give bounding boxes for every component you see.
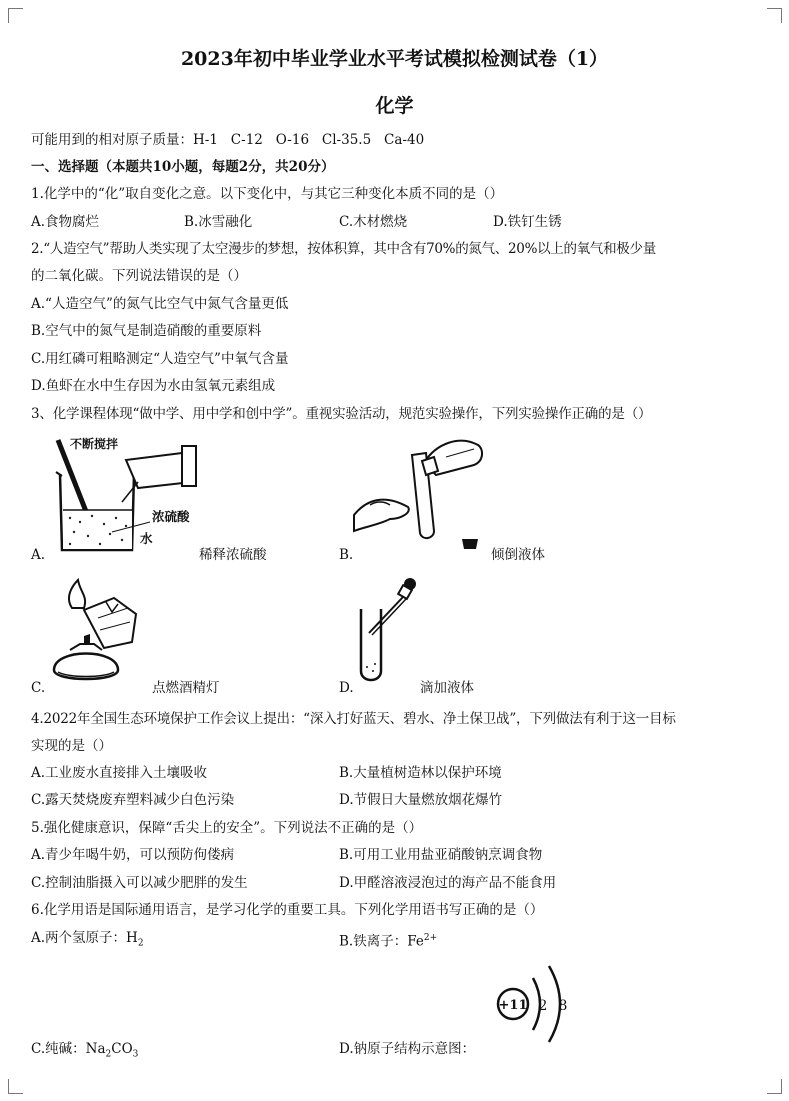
q6-option-c bbox=[31, 1040, 138, 1064]
crop-mark-top-left bbox=[8, 8, 23, 23]
q6-option-c-text: C.纯碱：Na bbox=[31, 1041, 106, 1057]
q2-option-a: A.“人造空气”的氮气比空气中氮气含量更低 bbox=[31, 296, 289, 312]
q2-option-b: B.空气中的氮气是制造硝酸的重要原料 bbox=[31, 323, 262, 339]
q4-option-a: A.工业废水直接排入土壤吸收 bbox=[31, 765, 208, 781]
q4-option-b: B.大量植树造林以保护环境 bbox=[339, 765, 502, 781]
q2-option-c: C.用红磷可粗略测定“人造空气”中氧气含量 bbox=[31, 351, 289, 367]
q2-stem-line1: 2.“人造空气”帮助人类实现了太空漫步的梦想，按体积算，其中含有70%的氮气、20%以上的氧气和极少量 bbox=[31, 241, 656, 257]
q1-option-c: C.木材燃烧 bbox=[339, 214, 408, 230]
atomic-masses: 可能用到的相对原子质量：H-1 C-12 O-16 Cl-35.5 Ca-40 bbox=[31, 132, 425, 148]
q3-option-c-letter: C. bbox=[31, 680, 46, 696]
q3-option-b-caption: 倾倒液体 bbox=[491, 547, 545, 563]
q6-option-c-subscript-1: 2 bbox=[105, 1049, 112, 1060]
crop-mark-top-right bbox=[767, 8, 782, 23]
q3-option-a-letter: A. bbox=[31, 547, 46, 563]
crop-mark-bottom-left bbox=[8, 1079, 23, 1094]
pouring-liquid-illustration bbox=[350, 435, 490, 545]
q6-option-b-superscript: 2+ bbox=[423, 933, 438, 943]
q4-stem-line2: 实现的是（） bbox=[31, 738, 112, 754]
q6-option-b bbox=[339, 929, 437, 951]
q6-option-b-text: B.铁离子：Fe bbox=[339, 933, 424, 950]
q1-option-d: D.铁钉生锈 bbox=[493, 214, 562, 230]
exam-title: 2023年初中毕业学业水平考试模拟检测试卷（1） bbox=[180, 48, 609, 70]
q6-option-a-subscript: 2 bbox=[137, 938, 144, 949]
q4-option-c: C.露天焚烧废弃塑料减少白色污染 bbox=[31, 792, 235, 808]
q3-image-label-stir: 不断搅拌 bbox=[70, 437, 119, 451]
atom-nucleus-label: +11 bbox=[498, 998, 528, 1013]
q2-option-d: D.鱼虾在水中生存因为水由氢氧元素组成 bbox=[31, 378, 276, 394]
q4-option-d: D.节假日大量燃放烟花爆竹 bbox=[339, 792, 503, 808]
sodium-atom-diagram bbox=[495, 962, 585, 1046]
q5-option-a: A.青少年喝牛奶，可以预防佝偻病 bbox=[31, 847, 235, 863]
q4-stem-line1: 4.2022年全国生态环境保护工作会议上提出：“深入打好蓝天、碧水、净土保卫战”，下列做法有利于这一目标 bbox=[31, 711, 676, 727]
q6-stem: 6.化学用语是国际通用语言，是学习化学的重要工具。下列化学用语书写正确的是（） bbox=[31, 902, 544, 918]
q2-stem-line2: 的二氧化碳。下列说法错误的是（） bbox=[31, 268, 247, 284]
dropper-illustration bbox=[355, 575, 425, 685]
atom-shell1-count: 2 bbox=[538, 998, 548, 1014]
q3-image-label-acid: 浓硫酸 bbox=[152, 509, 190, 524]
q6-option-c-mid: CO bbox=[111, 1041, 133, 1057]
q5-stem: 5.强化健康意识，保障“舌尖上的安全”。下列说法不正确的是（） bbox=[31, 820, 423, 836]
q3-option-b-letter: B. bbox=[339, 547, 354, 563]
q3-option-d-letter: D. bbox=[339, 680, 354, 696]
section-header: 一、选择题（本题共10小题，每题2分，共20分） bbox=[31, 159, 335, 175]
q3-image-label-water: 水 bbox=[140, 531, 153, 546]
q5-option-b: B.可用工业用盐亚硝酸钠烹调食物 bbox=[339, 847, 543, 863]
q5-option-c: C.控制油脂摄入可以减少肥胖的发生 bbox=[31, 875, 248, 891]
q3-stem: 3、化学课程体现“做中学、用中学和创中学”。重视实验活动，规范实验操作，下列实验操作正确的是（） bbox=[31, 406, 652, 422]
q5-option-d: D.甲醛溶液浸泡过的海产品不能食用 bbox=[339, 875, 557, 891]
crop-mark-bottom-right bbox=[767, 1079, 782, 1094]
q1-option-a: A.食物腐烂 bbox=[31, 214, 100, 230]
alcohol-lamp-illustration bbox=[44, 578, 154, 688]
q6-option-a-text: A.两个氢原子：H bbox=[31, 930, 138, 946]
atom-shell2-count: 8 bbox=[558, 998, 568, 1014]
q3-option-d-caption: 滴加液体 bbox=[420, 680, 474, 696]
q6-option-c-subscript-2: 3 bbox=[132, 1049, 139, 1060]
beaker-dilution-illustration bbox=[40, 432, 220, 552]
q6-option-d: D.钠原子结构示意图： bbox=[339, 1041, 476, 1057]
q6-option-a bbox=[31, 929, 144, 953]
q3-option-a-caption: 稀释浓硫酸 bbox=[199, 547, 267, 563]
q3-option-c-caption: 点燃酒精灯 bbox=[152, 680, 220, 696]
subject-title: 化学 bbox=[375, 95, 414, 117]
q1-option-b: B.冰雪融化 bbox=[184, 214, 253, 230]
q1-stem: 1.化学中的“化”取自变化之意。以下变化中，与其它三种变化本质不同的是（） bbox=[31, 186, 504, 202]
